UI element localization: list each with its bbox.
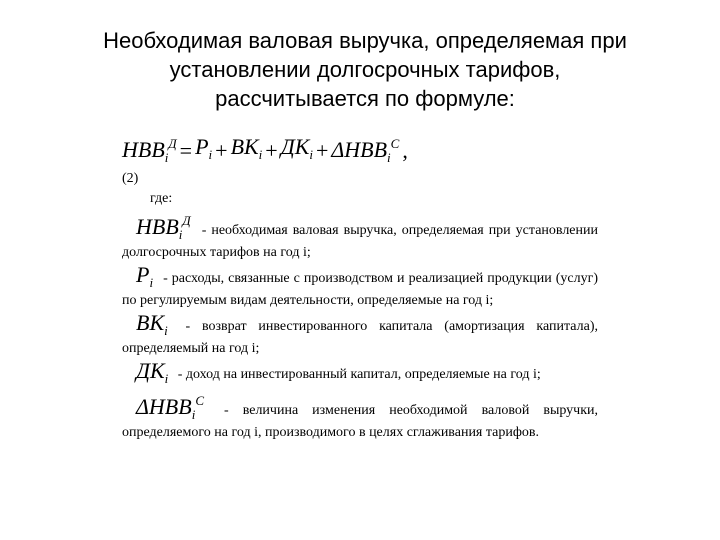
term-definition	[122, 392, 598, 442]
term-text: - величина изменения необходимой валовой выручки, определяемого на год i, производимого в целях сглаживания тарифов.	[122, 403, 599, 440]
formula-term-dnvv: $\Delta НВВ_i^С$	[331, 136, 400, 165]
title-line-2: установлении долгосрочных тарифов,	[169, 57, 561, 82]
formula-term-dk: $ДК_i$	[280, 134, 313, 162]
term-symbol: $НВВ_i^Д$	[136, 213, 191, 242]
term-symbol: $ДК_i$	[136, 358, 169, 386]
term-definition	[122, 212, 598, 262]
term-definition	[122, 310, 598, 358]
formula-plus: +	[215, 138, 228, 163]
term-text: - необходимая валовая выручка, определяемая при установлении долгосрочных тарифов на год i;	[122, 223, 598, 260]
term-text: - возврат инвестированного капитала (амортизация капитала), определяемый на год i;	[122, 319, 598, 356]
document-body	[122, 134, 598, 442]
formula-lhs: $НВВ_i^Д$	[122, 136, 177, 165]
formula-term-p: $Р_i$	[195, 134, 213, 162]
equation-number: (2)	[122, 171, 139, 186]
title-line-1: Необходимая валовая выручка, определяемая при	[103, 28, 627, 53]
formula-plus: +	[265, 138, 278, 163]
formula-plus: +	[315, 138, 329, 163]
slide-title	[40, 26, 690, 113]
term-text: - расходы, связанные с производством и реализацией продукции (услуг) по регулируемым видам деятельности, определяемые на год i;	[122, 271, 599, 308]
title-line-3: рассчитывается по формуле:	[215, 86, 515, 111]
formula-trailing-comma: ,	[402, 138, 408, 163]
formula	[122, 134, 598, 168]
term-symbol: $\Delta НВВ_i^С$	[136, 393, 204, 422]
formula-equals: =	[179, 138, 193, 163]
where-label: где:	[150, 191, 173, 206]
term-symbol: $Р_i$	[136, 262, 154, 290]
term-symbol: $ВК_i$	[136, 310, 168, 338]
term-text: - доход на инвестированный капитал, определяемые на год i;	[177, 367, 541, 382]
formula-term-vk: $ВК_i$	[230, 134, 263, 162]
term-definition	[122, 262, 599, 310]
term-definition	[122, 358, 598, 388]
